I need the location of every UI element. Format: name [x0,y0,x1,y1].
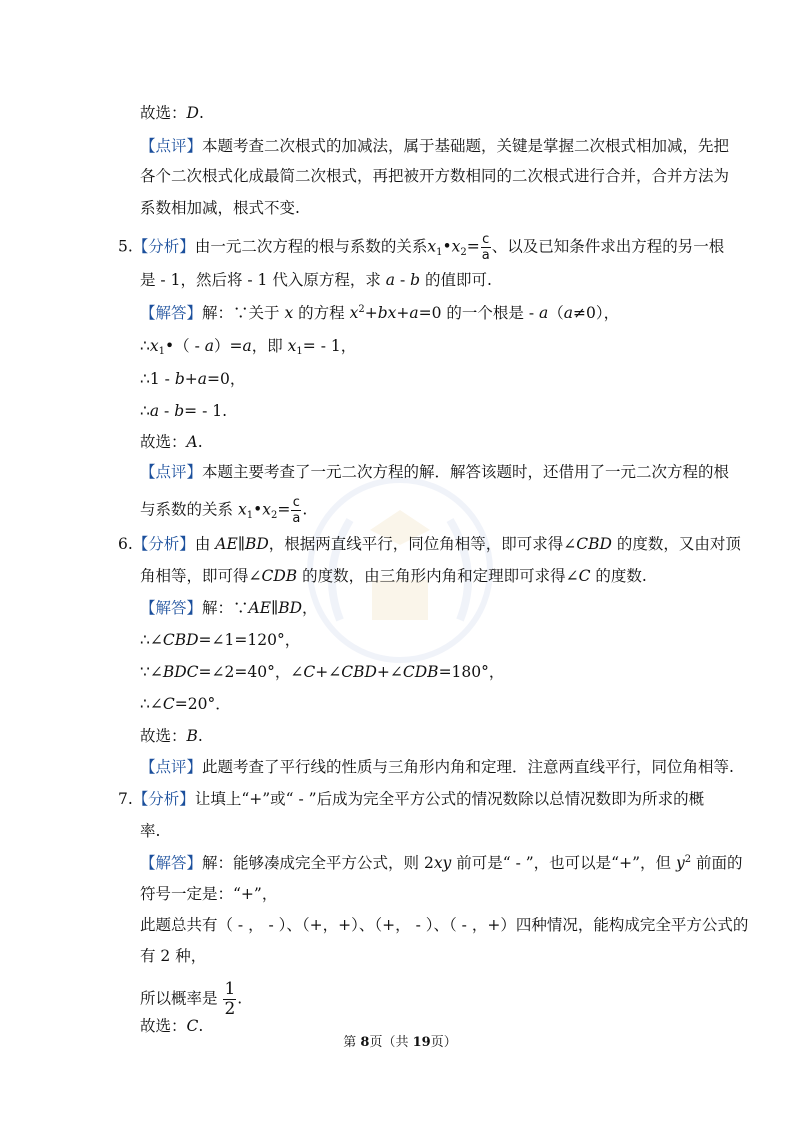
page-footer: 第 8页（共 19页） [343,1035,457,1050]
q6-choice: 故选：B. [140,727,203,745]
fraction-one-half: $\frac{1}{2}$ [224,979,236,1019]
q5-solution: 【解答】解：∵关于 x 的方程 $x^2+bx+a=0$ 的一个根是 - a（a≠0）， [140,304,620,322]
q5-step1: $\therefore x_1•( - a)=a$，即 $x_1= - 1$， [140,337,357,357]
q5-review-cont: 与系数的关系 $x_1•x_2=$ $\frac{c}{a}$ . [140,495,308,526]
q7-analysis: 7.【分析】让填上“+”或“ - ”后成为完全平方公式的情况数除以总情况数即为所求的概 [118,790,705,808]
q6-step1: ∴∠CBD=∠1=120°， [140,631,301,649]
q7-step2: 此题总共有（ - ， - ）、（+，+）、（+， - ）、（ - ，+）四种情况，能构成完全平方公式的 [140,916,749,934]
q6-step2: ∵∠BDC=∠2=40°，∠C+∠CBD+∠CDB=180°， [140,663,505,681]
q7-step1: 符号一定是：“+”， [140,885,278,903]
analysis-tag: 【分析】 [132,790,195,808]
solution-tag: 【解答】 [140,304,203,322]
analysis-tag: 【分析】 [132,535,195,553]
q7-step3: 有 2 种， [140,947,207,965]
q6-solution: 【解答】解：∵AE∥BD， [140,599,318,617]
q5-choice: 故选：A. [140,433,203,451]
q5-analysis-cont: 是 - 1，然后将 - 1 代入原方程，求 a - b 的值即可. [140,271,492,289]
l1-choice: 故选：D. [140,104,204,122]
q5-step2: ∴1 - b+a=0， [140,370,246,388]
solution-tag: 【解答】 [140,854,203,872]
q6-analysis-cont: 角相等，即可得∠CDB 的度数，由三角形内角和定理即可求得∠C 的度数. [140,567,647,585]
q7-choice: 故选：C. [140,1017,204,1035]
fraction-c-over-a: $\frac{c}{a}$ [292,495,301,526]
q5-step3: ∴a - b= - 1. [140,402,228,420]
q5-analysis: 5.【分析】由一元二次方程的根与系数的关系$x_1•x_2=$ $\frac{c}{a}$ 、以及已知条件求出方程的另一根 [118,232,725,263]
q7-analysis-cont: 率. [140,822,161,840]
l3-text: 各个二次根式化成最简二次根式，再把被开方数相同的二次根式进行合并，合并方法为 [140,167,730,185]
page-total: 19 [412,1035,431,1050]
l4-text: 系数相加减，根式不变. [140,199,300,217]
solution-tag: 【解答】 [140,599,203,617]
analysis-tag: 【分析】 [132,237,195,256]
q6-review: 【点评】此题考查了平行线的性质与三角形内角和定理．注意两直线平行，同位角相等. [140,758,734,776]
l2-review: 【点评】本题考查二次根式的加减法，属于基础题，关键是掌握二次根式相加减，先把 [140,137,730,155]
q7-probability: 所以概率是 $\frac{1}{2}$ . [140,979,243,1019]
review-tag: 【点评】 [140,137,203,155]
q5-review: 【点评】本题主要考查了一元二次方程的解．解答该题时，还借用了一元二次方程的根 [140,463,730,481]
q7-solution: 【解答】解：能够凑成完全平方公式，则 2xy 前可是“ - ”，也可以是“+”，但 $y^2$ 前面的 [140,854,743,872]
q6-analysis: 6.【分析】由 AE∥BD，根据两直线平行，同位角相等，即可求得∠CBD 的度数，又由对顶 [118,535,741,553]
fraction-c-over-a: $\frac{c}{a}$ [481,232,490,263]
review-tag: 【点评】 [140,463,203,481]
page-number: 8 [360,1035,370,1050]
review-tag: 【点评】 [140,758,203,776]
q6-step3: ∴∠C=20°． [140,695,231,713]
